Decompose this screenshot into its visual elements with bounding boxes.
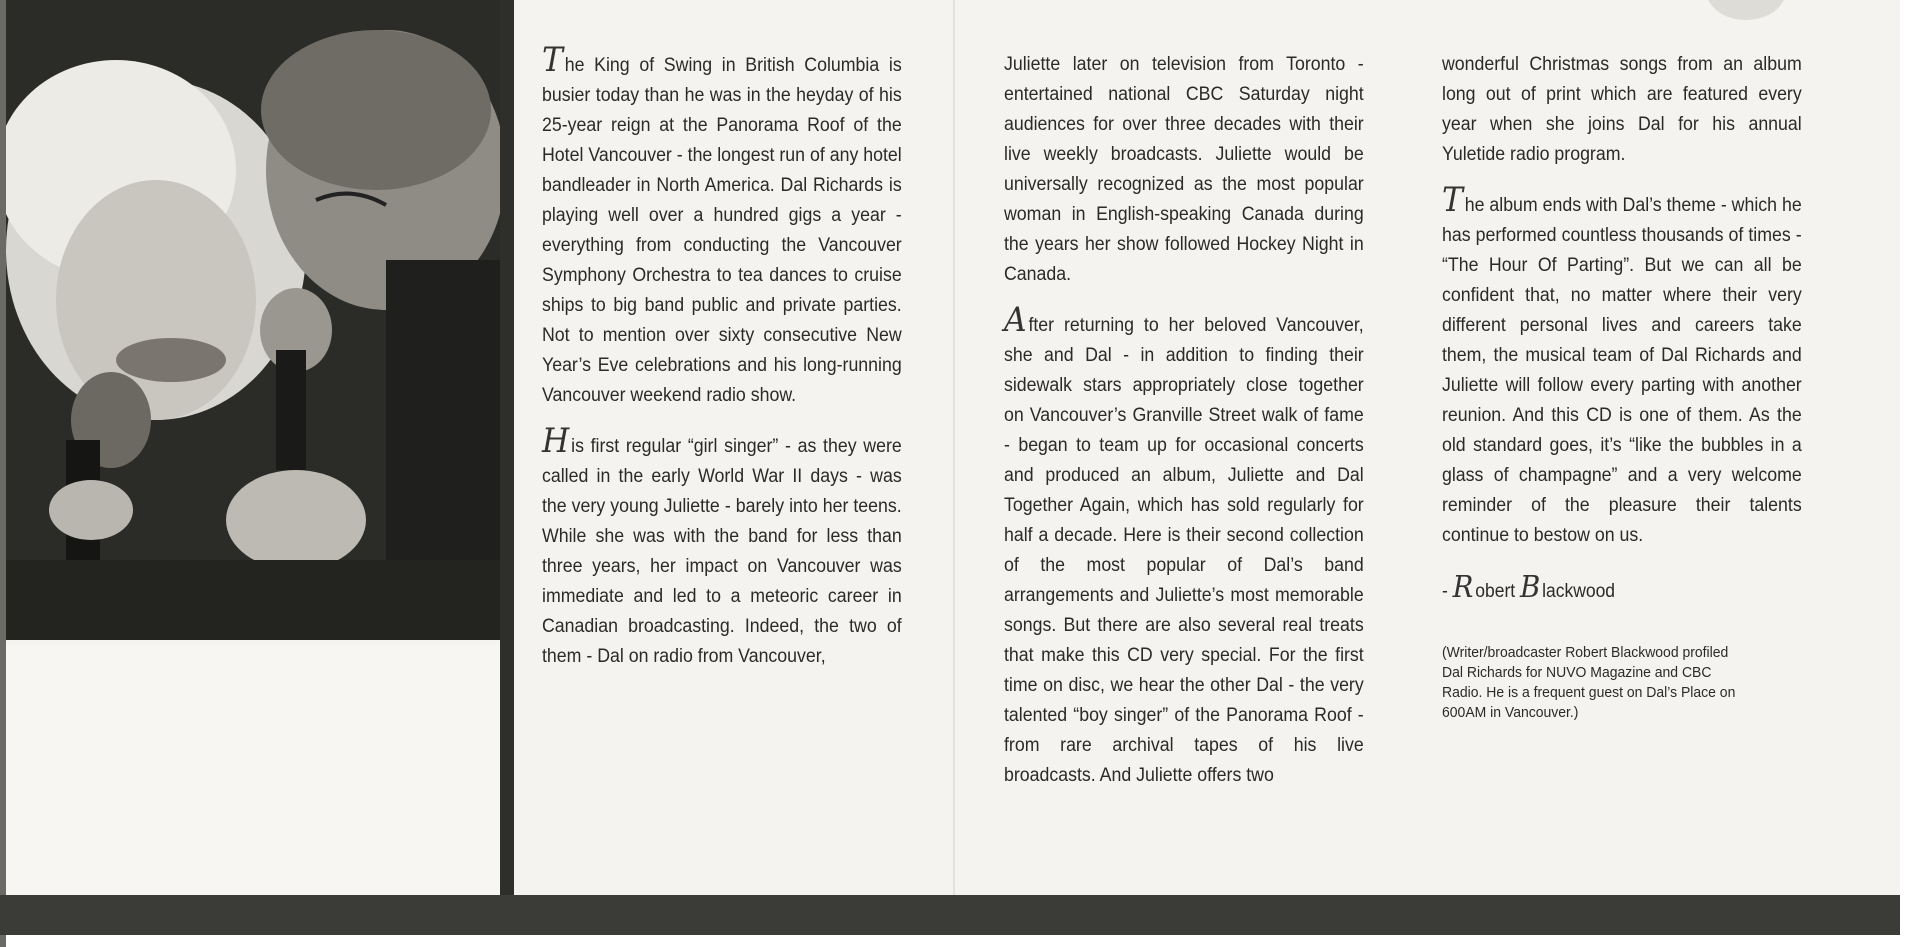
- paragraph-text: he King of Swing in British Columbia is busier today than he was in the heyday of his 25-year reign at the Panorama Roof of the Hotel Vancouver - the longest run of any hotel bandleader in North America. Dal Richards is playing well over a hundred gigs a year - everything from conducting the Vancouver Symphony Orchestra to tea dances to cruise ships to big band public and private parties. Not to mention over sixty consecutive New Year’s Eve celebrations and his long-running Vancouver weekend radio show.: [542, 55, 902, 406]
- drop-cap: B: [1520, 570, 1541, 605]
- vertical-divider: [500, 0, 514, 895]
- paragraph: [542, 421, 902, 672]
- paragraph: [1442, 180, 1802, 551]
- signature-dash: -: [1442, 581, 1453, 602]
- author-signature: [1442, 570, 1802, 607]
- blank-photo-panel: [6, 645, 506, 895]
- signature-text: obert: [1475, 581, 1521, 602]
- text-column-1: [542, 40, 902, 692]
- paragraph-text: fter returning to her beloved Vancouver, she and Dal - in addition to finding their sidewalk stars appropriately close together on Vancouver’s Granville Street walk of fame - began to team up for occasional concerts and produced an album, Juliette and Dal Together Again, which has sold regularly for half a decade. Here is their second collection of the most popular of Dal’s band arrangements and Juliette’s most memorable songs. But there are also several real treats that make this CD very special. For the first time on disc, we hear the other Dal - the very talented “boy singer” of the Panorama Roof - from rare archival tapes of his live broadcasts. And Juliette offers two: [1004, 315, 1364, 786]
- drop-cap: R: [1452, 570, 1474, 605]
- text-column-2: [1004, 50, 1364, 811]
- photo-icon: [6, 0, 506, 640]
- paragraph: [1004, 300, 1364, 791]
- paragraph-text: he album ends with Dal’s theme - which he has performed countless thousands of times - “The Hour Of Parting”. But we can all be confident that, no matter where their very different personal lives and careers take them, the musical team of Dal Richards and Juliette will follow every parting with another reunion. And this CD is one of them. As the old standard goes, it’s “like the bubbles in a glass of champagne” and a very welcome reminder of the pleasure their talents continue to bestow on us.: [1442, 195, 1802, 546]
- drop-cap: T: [1442, 180, 1463, 220]
- text-column-3: [1442, 50, 1802, 723]
- paragraph-text: wonderful Christmas songs from an album long out of print which are featured every year when she joins Dal for his annual Yuletide radio program.: [1442, 54, 1802, 165]
- paragraph: [542, 40, 902, 411]
- paragraph: [1004, 50, 1364, 290]
- paragraph: [1442, 50, 1802, 170]
- author-note: (Writer/broadcaster Robert Blackwood profiled Dal Richards for NUVO Magazine and CBC Radio. He is a frequent guest on Dal’s Place on 600AM in Vancouver.): [1442, 644, 1736, 721]
- performers-photo: [6, 0, 506, 640]
- bottom-band: [0, 895, 1900, 935]
- paragraph-text: Juliette later on television from Toronto - entertained national CBC Saturday night audiences for over three decades with their live weekly broadcasts. Juliette would be universally recognized as the most popular woman in English-speaking Canada during the years her show followed Hockey Night in Canada.: [1004, 54, 1364, 285]
- paragraph-text: is first regular “girl singer” - as they were called in the early World War II days - was the very young Juliette - barely into her teens. While she was with the band for less than three years, her impact on Vancouver was immediate and led to a meteoric career in Canadian broadcasting. Indeed, the two of them - Dal on radio from Vancouver,: [542, 436, 902, 667]
- drop-cap: H: [542, 421, 570, 461]
- fold-line: [953, 0, 955, 935]
- signature-text: lackwood: [1542, 581, 1616, 602]
- drop-cap: A: [1004, 300, 1027, 340]
- drop-cap: T: [542, 40, 563, 80]
